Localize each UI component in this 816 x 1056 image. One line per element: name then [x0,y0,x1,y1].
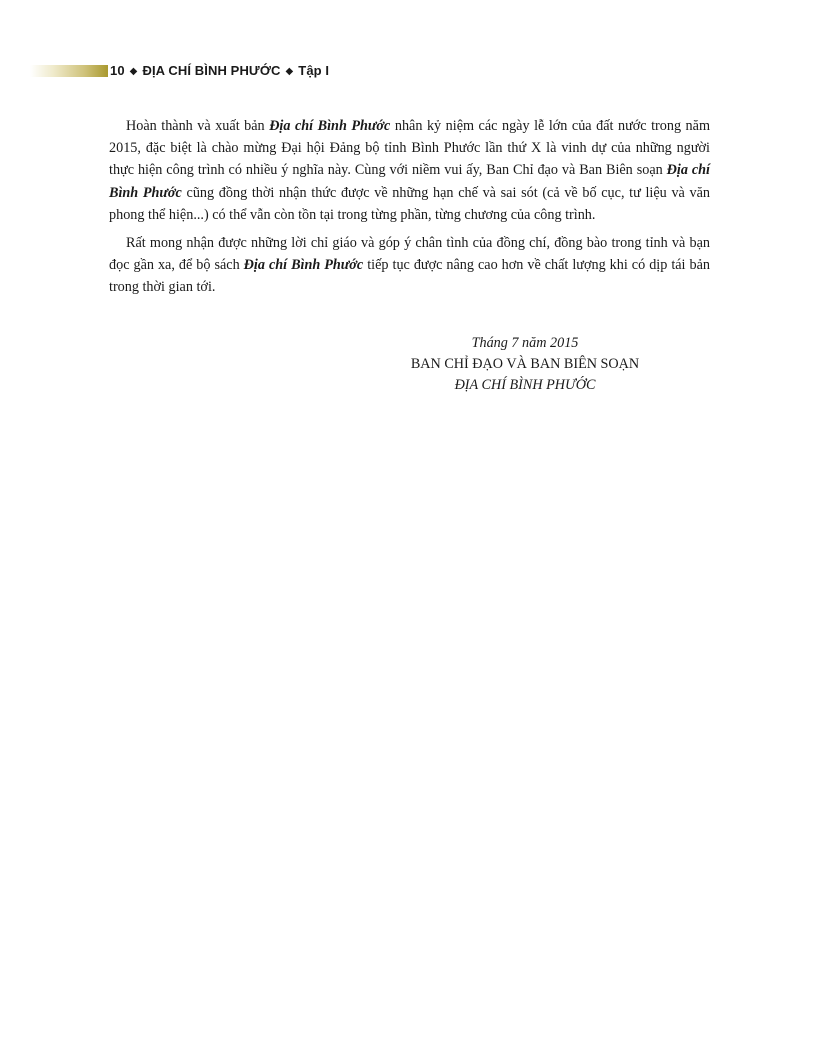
text-run: Rất mong nhận được những lời chỉ giáo và góp ý chân tình của đồng chí, đồng bào trong tỉnh và bạn đọc gần xa, để bộ sách [109,235,710,274]
text-run: nhân kỷ niệm các ngày lễ lớn của đất nước trong năm 2015, đặc biệt là chào mừng Đại hội Đảng bộ tỉnh Bình Phước lần thứ X là vinh dự của những người thực hiện công trình có nhiều ý nghĩa này. Cùng với niềm vui ấy, Ban Chỉ đạo và Ban Biên soạn [109,118,710,179]
book-title: ĐỊA CHÍ BÌNH PHƯỚC [142,63,281,78]
book-title-emphasis: Địa chí Bình Phước [269,118,391,134]
signature-block [395,333,655,396]
page-number: 10 [110,63,125,78]
paragraph-2 [109,232,710,299]
signature-date: Tháng 7 năm 2015 [471,335,579,351]
text-run: cũng đồng thời nhận thức được về những hạn chế và sai sót (cả về bố cục, tư liệu và văn phong thể hiện...) có thể vẫn còn tồn tại trong từng phần, từng chương của công trình. [109,184,710,223]
diamond-icon: ◆ [285,66,294,77]
running-header [0,60,420,82]
signature-organization: BAN CHỈ ĐẠO VÀ BAN BIÊN SOẠN [410,356,640,372]
text-run: tiếp tục được nâng cao hơn về chất lượng khi có dịp tái bản trong thời gian tới. [109,257,710,296]
body-text [109,115,710,305]
book-title-emphasis: Địa chí Bình Phước [109,162,710,201]
diamond-icon: ◆ [129,66,138,77]
text-run: Hoàn thành và xuất bản [126,118,270,134]
signature-book-title: ĐỊA CHÍ BÌNH PHƯỚC [454,377,596,393]
book-title-emphasis: Địa chí Bình Phước [243,257,364,274]
header-text [110,60,329,82]
volume-label: Tập I [298,63,330,78]
paragraph-1 [109,115,710,226]
header-gradient-bar [30,65,108,77]
